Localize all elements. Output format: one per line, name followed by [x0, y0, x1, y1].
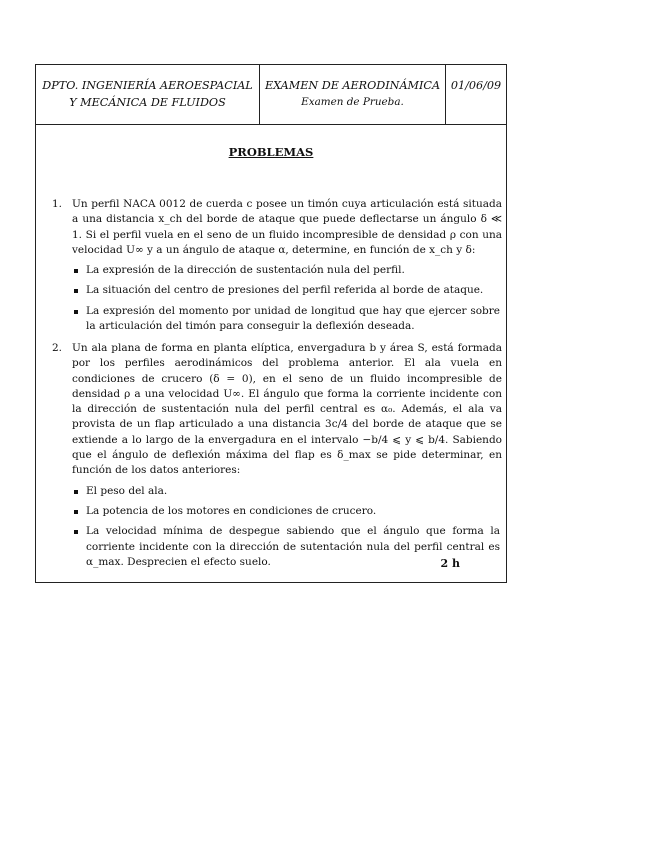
- bullet-icon: [74, 310, 78, 314]
- exam-title: EXAMEN DE AERODINÁMICA: [264, 79, 441, 92]
- item-text: El peso del ala.: [86, 484, 168, 497]
- exam-cell: [260, 65, 446, 124]
- list-item: [86, 484, 500, 499]
- problem-2: [52, 341, 502, 570]
- problem-number: 1.: [52, 198, 63, 210]
- item-text: La expresión de la dirección de sustentación nula del perfil.: [86, 264, 405, 277]
- problem-statement: Un ala plana de forma en planta elíptica, envergadura b y área S, está formada por los perfiles aerodinámicos del problema anterior. El ala vuela en condiciones de crucero (δ = 0), en el seno de un fluido incompresible de densidad ρ a una velocidad U∞. El ángulo que forma la corriente incidente con la dirección de sustentación nula del perfil central es α₀. Además, el ala va provista de un flap articulado a una distancia 3c/4 del borde de ataque que se extiende a lo largo de la envergadura en el intervalo −b/4 ⩽ y ⩽ b/4. Sabiendo que el ángulo de deflexión máxima del flap es δ_max se pide determinar, en función de los datos anteriores:: [72, 342, 502, 477]
- list-item: [86, 263, 500, 278]
- item-text: La situación del centro de presiones del perfil referida al borde de ataque.: [86, 284, 484, 297]
- bullet-icon: [74, 490, 78, 494]
- exam-frame: [35, 64, 507, 583]
- date-cell: [446, 65, 506, 124]
- problem-statement: Un perfil NACA 0012 de cuerda c posee un timón cuya articulación está situada a una distancia x_ch del borde de ataque que puede deflectarse un ángulo δ ≪ 1. Si el perfil vuela en el seno de un fluido incompresible de densidad ρ con una velocidad U∞ y a un ángulo de ataque α, determine, en función de x_ch y δ:: [72, 198, 502, 256]
- bullet-icon: [74, 269, 78, 273]
- department-cell: [36, 65, 260, 124]
- problem-number: 2.: [52, 342, 63, 354]
- exam-date: 01/06/09: [450, 79, 502, 92]
- list-item: [86, 304, 500, 335]
- list-item: [86, 283, 500, 298]
- bullet-icon: [74, 530, 78, 534]
- item-text: La expresión del momento por unidad de longitud que hay que ejercer sobre la articulación del timón para conseguir la deflexión deseada.: [86, 304, 500, 333]
- list-item: [86, 524, 500, 570]
- list-item: [86, 504, 500, 519]
- item-text: La potencia de los motores en condiciones de crucero.: [86, 504, 377, 517]
- header-table: [36, 65, 506, 125]
- item-text: La velocidad mínima de despegue sabiendo que el ángulo que forma la corriente incidente con la dirección de sutentación nula del perfil central es α_max. Desprecien el efecto suelo.: [86, 525, 500, 568]
- department-line-1: DPTO. INGENIERÍA AEROESPACIAL: [42, 79, 253, 92]
- section-title: PROBLEMAS: [228, 145, 314, 159]
- exam-subtitle: Examen de Prueba.: [301, 96, 404, 108]
- department-line-2: Y MECÁNICA DE FLUIDOS: [69, 96, 226, 109]
- problem-1: [52, 197, 502, 334]
- bullet-icon: [74, 289, 78, 293]
- bullet-icon: [74, 510, 78, 514]
- exam-duration: 2 h: [440, 557, 460, 570]
